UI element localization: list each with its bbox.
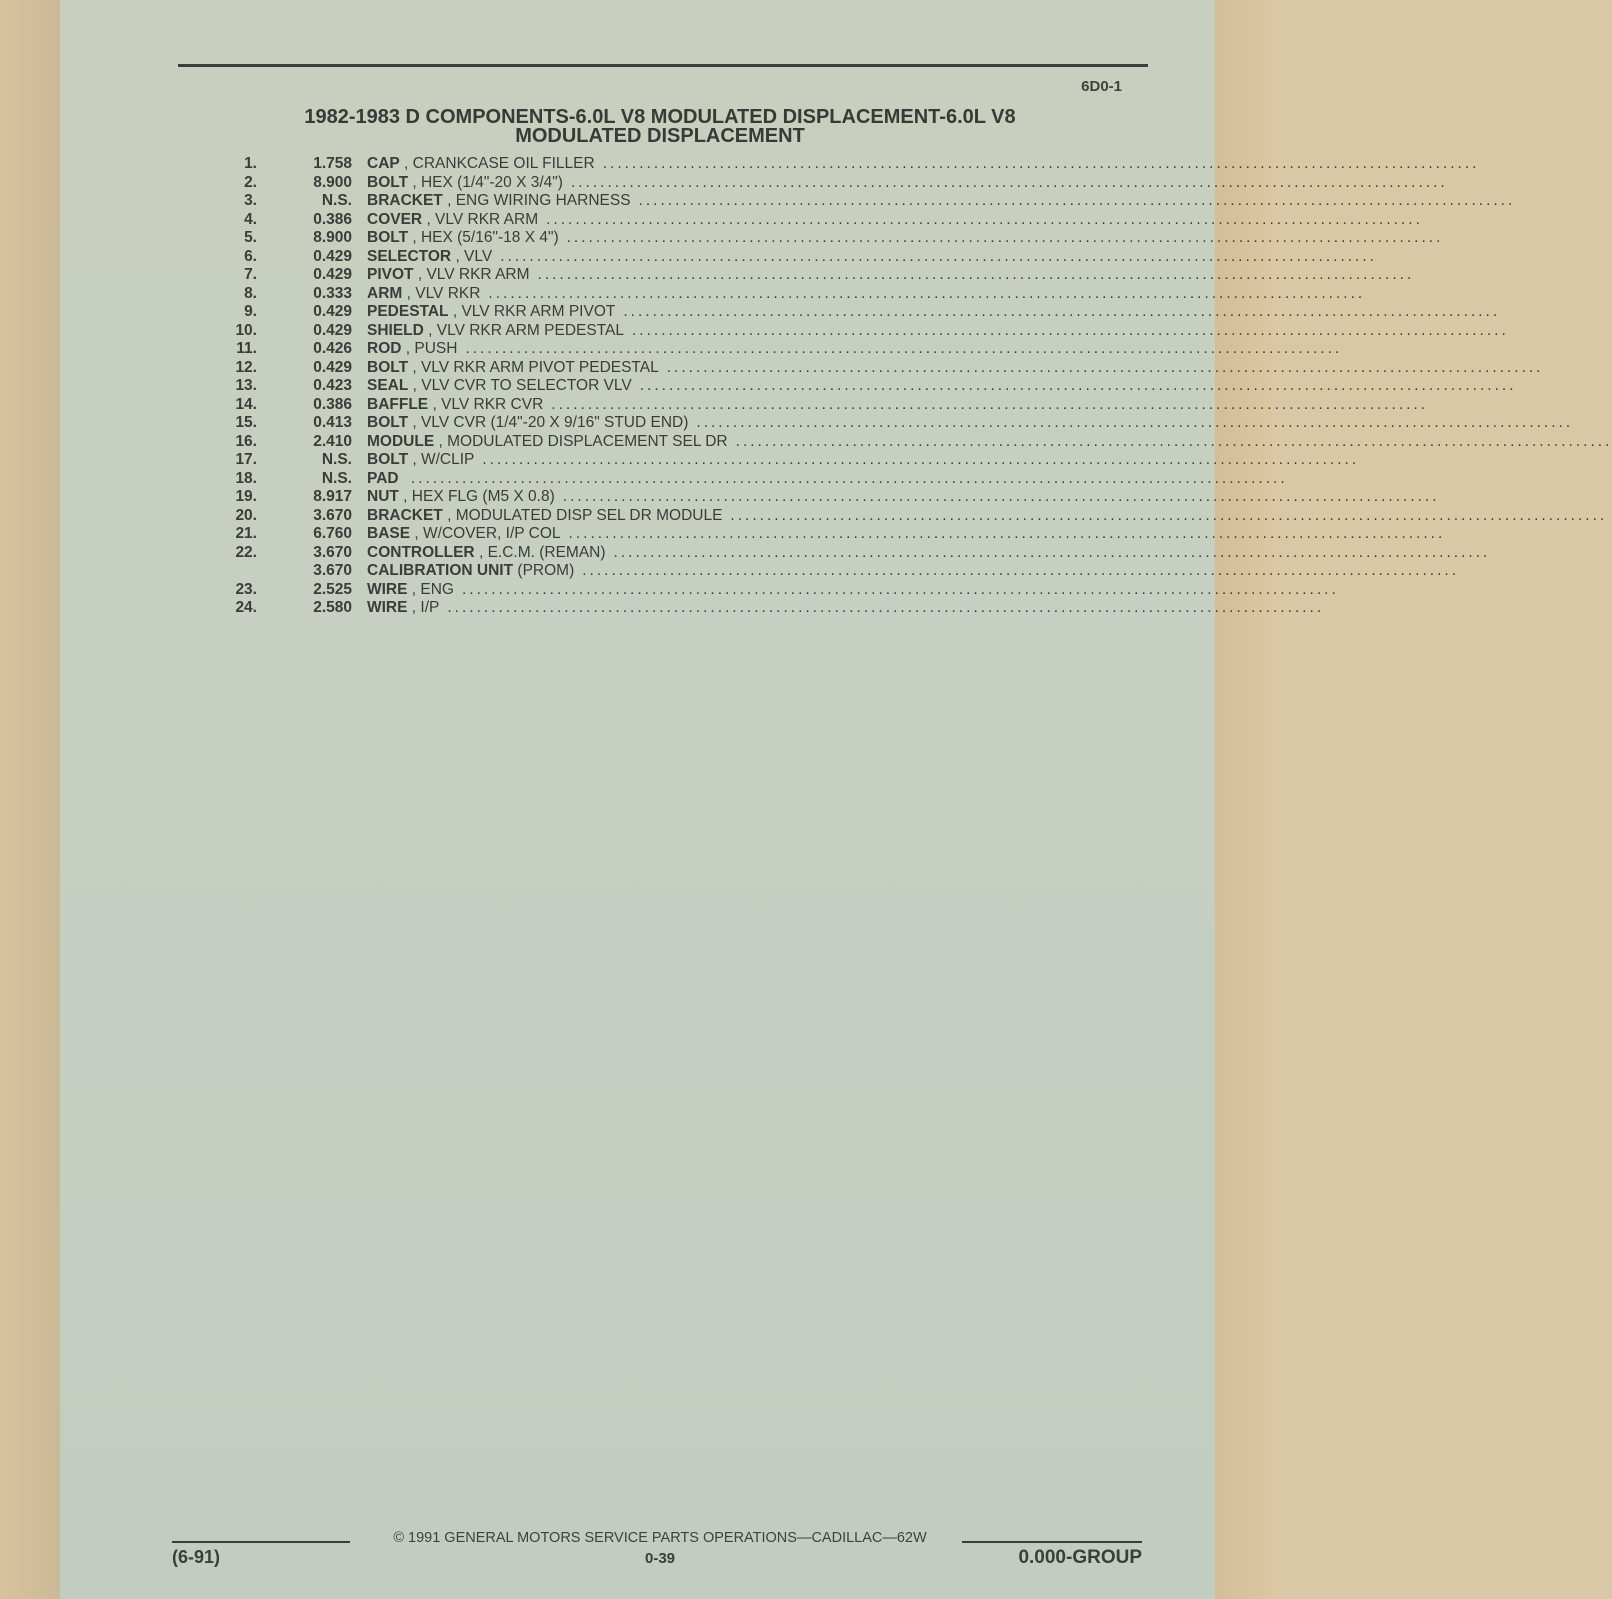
part-detail: , VLV RKR ARM PEDESTAL xyxy=(428,321,624,339)
part-detail: , I/P xyxy=(411,599,440,616)
group-code: 0.423 xyxy=(313,377,352,394)
group-code: 0.429 xyxy=(313,358,352,376)
footer-rule-left xyxy=(172,1541,350,1543)
part-detail: , E.C.M. (REMAN) xyxy=(478,543,606,561)
parts-row xyxy=(220,303,1501,322)
parts-row xyxy=(220,284,1366,304)
part-name: WIRE xyxy=(367,580,408,598)
part-name: MODULE xyxy=(367,432,435,450)
part-description xyxy=(367,451,1360,470)
footer-rule-right xyxy=(962,1541,1142,1543)
part-description xyxy=(367,173,1448,193)
part-description xyxy=(367,358,1544,378)
item-number: 18. xyxy=(235,469,257,487)
item-number: 7. xyxy=(244,266,257,283)
leader-dots: ........................................................................................................................ xyxy=(570,173,1448,191)
group-code: 3.670 xyxy=(313,543,352,561)
group-code: 8.900 xyxy=(313,173,352,191)
page-code: 6D0-1 xyxy=(1081,78,1122,95)
parts-row xyxy=(220,469,1288,489)
part-detail: , MODULATED DISP SEL DR MODULE xyxy=(447,506,723,524)
group-code: 0.429 xyxy=(313,266,352,283)
part-name: PAD xyxy=(367,469,399,487)
parts-row xyxy=(220,266,1415,285)
leader-dots: ........................................................................................................................ xyxy=(602,155,1480,172)
item-number: 21. xyxy=(235,525,257,542)
leader-dots: ........................................................................................................................ xyxy=(562,488,1440,505)
part-name: NUT xyxy=(367,488,399,505)
part-description xyxy=(367,488,1440,507)
part-description xyxy=(367,210,1423,230)
part-detail: , ENG xyxy=(411,580,454,598)
paper-edge-left xyxy=(0,0,60,1599)
part-name: BOLT xyxy=(367,358,409,376)
part-detail: , W/COVER, I/P COL xyxy=(414,525,561,542)
item-number: 12. xyxy=(235,358,257,376)
page-number: 0-39 xyxy=(644,1550,676,1567)
part-description xyxy=(367,247,1377,267)
part-detail: , VLV CVR TO SELECTOR VLV xyxy=(412,377,632,394)
item-number: 23. xyxy=(235,580,257,598)
leader-dots: ........................................................................................................................ xyxy=(582,562,1460,579)
leader-dots: ........................................................................................................................ xyxy=(447,599,1325,616)
item-number: 22. xyxy=(235,543,257,561)
leader-dots: ........................................................................................................................ xyxy=(696,414,1574,431)
group-code: 0.426 xyxy=(313,340,352,357)
part-name: SELECTOR xyxy=(367,247,452,265)
part-detail: , VLV CVR (1/4"-20 X 9/16" STUD END) xyxy=(412,414,689,431)
leader-dots: ........................................................................................................................ xyxy=(551,395,1429,413)
part-detail: , VLV RKR xyxy=(406,284,481,302)
part-name: CAP xyxy=(367,155,400,172)
item-number: 1. xyxy=(244,155,257,172)
part-detail: , HEX FLG (M5 X 0.8) xyxy=(403,488,555,505)
part-description xyxy=(367,543,1491,563)
part-description xyxy=(367,284,1366,304)
part-description xyxy=(367,469,1288,489)
part-description xyxy=(367,562,1460,581)
item-number: 15. xyxy=(235,414,257,431)
parts-row xyxy=(220,155,1480,174)
parts-row xyxy=(220,543,1491,563)
parts-row xyxy=(220,321,1509,341)
parts-row xyxy=(220,525,1446,544)
part-name: BRACKET xyxy=(367,506,443,524)
part-detail: (PROM) xyxy=(517,562,575,579)
leader-dots: ........................................................................................................................ xyxy=(568,525,1446,542)
item-number: 20. xyxy=(235,506,257,524)
part-name: BASE xyxy=(367,525,411,542)
group-code: 6.760 xyxy=(313,525,352,542)
group-code: 0.333 xyxy=(313,284,352,302)
part-description xyxy=(367,506,1608,526)
part-name: ARM xyxy=(367,284,403,302)
parts-row xyxy=(220,580,1339,600)
part-name: PIVOT xyxy=(367,266,414,283)
group-code: N.S. xyxy=(321,469,352,487)
part-name: BOLT xyxy=(367,229,409,246)
part-description xyxy=(367,192,1516,211)
parts-row xyxy=(220,173,1448,193)
group-code: 3.670 xyxy=(313,562,352,579)
leader-dots: ........................................................................................................................ xyxy=(638,192,1516,209)
part-description xyxy=(367,321,1509,341)
leader-dots: ........................................................................................................................ xyxy=(639,377,1517,394)
group-number: 0.000-GROUP xyxy=(1018,1547,1142,1568)
item-number: 10. xyxy=(235,321,257,339)
group-code: 8.917 xyxy=(313,488,352,505)
item-number: 8. xyxy=(244,284,257,302)
part-description xyxy=(367,599,1325,618)
parts-row xyxy=(220,229,1444,248)
item-number: 3. xyxy=(244,192,257,209)
parts-row xyxy=(220,358,1544,378)
group-code: 2.580 xyxy=(313,599,352,616)
parts-row xyxy=(220,340,1343,359)
item-number: 14. xyxy=(235,395,257,413)
part-description xyxy=(367,395,1429,415)
part-name: BRACKET xyxy=(367,192,443,209)
part-name: ROD xyxy=(367,340,402,357)
part-detail: , VLV RKR ARM PIVOT PEDESTAL xyxy=(412,358,659,376)
part-name: WIRE xyxy=(367,599,408,616)
leader-dots: ........................................................................................................................ xyxy=(488,284,1366,302)
item-number: 19. xyxy=(235,488,257,505)
part-description xyxy=(367,580,1339,600)
part-detail: , MODULATED DISPLACEMENT SEL DR xyxy=(438,432,728,450)
group-code: 0.429 xyxy=(313,321,352,339)
part-name: CONTROLLER xyxy=(367,543,475,561)
group-code: 0.413 xyxy=(313,414,352,431)
leader-dots: ........................................................................................................................ xyxy=(461,580,1339,598)
title-line-2: MODULATED DISPLACEMENT xyxy=(515,125,805,147)
part-detail: , HEX (5/16"-18 X 4") xyxy=(412,229,559,246)
parts-row xyxy=(220,562,1460,581)
leader-dots: ........................................................................................................................ xyxy=(730,506,1608,524)
part-detail: , VLV RKR CVR xyxy=(432,395,544,413)
leader-dots: ........................................................................................................................ xyxy=(623,303,1501,320)
group-code: 2.525 xyxy=(313,580,352,598)
part-detail: , W/CLIP xyxy=(412,451,475,468)
part-detail: , VLV xyxy=(455,247,493,265)
parts-row xyxy=(220,599,1325,618)
parts-row xyxy=(220,488,1440,507)
parts-row xyxy=(220,432,1612,452)
part-detail: , VLV RKR ARM xyxy=(417,266,530,283)
item-number: 13. xyxy=(235,377,257,394)
page-title xyxy=(200,108,1120,146)
part-name: SEAL xyxy=(367,377,409,394)
item-number: 24. xyxy=(235,599,257,616)
part-description xyxy=(367,155,1480,174)
leader-dots: ........................................................................................................................ xyxy=(566,229,1444,246)
leader-dots: ........................................................................................................................ xyxy=(537,266,1415,283)
part-description xyxy=(367,377,1517,396)
leader-dots: ........................................................................................................................ xyxy=(482,451,1360,468)
group-code: 0.386 xyxy=(313,210,352,228)
parts-row xyxy=(220,395,1429,415)
leader-dots: ........................................................................................................................ xyxy=(500,247,1377,265)
part-detail: , HEX (1/4"-20 X 3/4") xyxy=(412,173,563,191)
part-name: BAFFLE xyxy=(367,395,429,413)
group-code: 1.758 xyxy=(313,155,352,172)
parts-row xyxy=(220,247,1377,267)
leader-dots: ........................................................................................................................ xyxy=(631,321,1509,339)
leader-dots: ........................................................................................................................ xyxy=(735,432,1612,450)
part-detail: , CRANKCASE OIL FILLER xyxy=(404,155,595,172)
group-code: N.S. xyxy=(321,451,352,468)
parts-row xyxy=(220,451,1360,470)
item-number: 11. xyxy=(236,340,257,357)
part-name: COVER xyxy=(367,210,423,228)
part-description xyxy=(367,340,1343,359)
part-description xyxy=(367,525,1446,544)
part-name: CALIBRATION UNIT xyxy=(367,562,514,579)
part-description xyxy=(367,432,1612,452)
part-name: BOLT xyxy=(367,414,409,431)
group-code: 2.410 xyxy=(313,432,352,450)
parts-row xyxy=(220,506,1608,526)
part-name: SHIELD xyxy=(367,321,424,339)
leader-dots: ........................................................................................................................ xyxy=(410,469,1288,487)
part-name: PEDESTAL xyxy=(367,303,449,320)
parts-row xyxy=(220,192,1516,211)
item-number: 4. xyxy=(244,210,257,228)
part-detail: , VLV RKR ARM xyxy=(426,210,539,228)
parts-row xyxy=(220,377,1517,396)
leader-dots: ........................................................................................................................ xyxy=(666,358,1544,376)
leader-dots: ........................................................................................................................ xyxy=(465,340,1343,357)
part-detail: , VLV RKR ARM PIVOT xyxy=(452,303,616,320)
part-description xyxy=(367,229,1444,248)
parts-row xyxy=(220,210,1423,230)
item-number: 9. xyxy=(244,303,257,320)
leader-dots: ........................................................................................................................ xyxy=(613,543,1491,561)
item-number: 2. xyxy=(244,173,257,191)
item-number: 6. xyxy=(244,247,257,265)
copyright-line: © 1991 GENERAL MOTORS SERVICE PARTS OPERATIONS—CADILLAC—62W xyxy=(393,1530,927,1546)
parts-row xyxy=(220,414,1574,433)
part-name: BOLT xyxy=(367,173,409,191)
title-line-1: 1982-1983 D COMPONENTS-6.0L V8 MODULATED DISPLACEMENT-6.0L V8 xyxy=(304,106,1016,128)
group-code: 0.429 xyxy=(313,247,352,265)
item-number: 5. xyxy=(244,229,257,246)
leader-dots: ........................................................................................................................ xyxy=(546,210,1423,228)
part-description xyxy=(367,414,1574,433)
group-code: 8.900 xyxy=(313,229,352,246)
group-code: N.S. xyxy=(321,192,352,209)
revision-date: (6-91) xyxy=(172,1547,221,1567)
group-code: 0.429 xyxy=(313,303,352,320)
group-code: 0.386 xyxy=(313,395,352,413)
item-number: 17. xyxy=(235,451,257,468)
part-description xyxy=(367,303,1501,322)
item-number: 16. xyxy=(235,432,257,450)
part-description xyxy=(367,266,1415,285)
header-rule xyxy=(178,64,1148,67)
part-detail: , PUSH xyxy=(405,340,458,357)
parts-list xyxy=(220,155,1612,618)
group-code: 3.670 xyxy=(313,506,352,524)
part-name: BOLT xyxy=(367,451,409,468)
part-detail: , ENG WIRING HARNESS xyxy=(447,192,631,209)
